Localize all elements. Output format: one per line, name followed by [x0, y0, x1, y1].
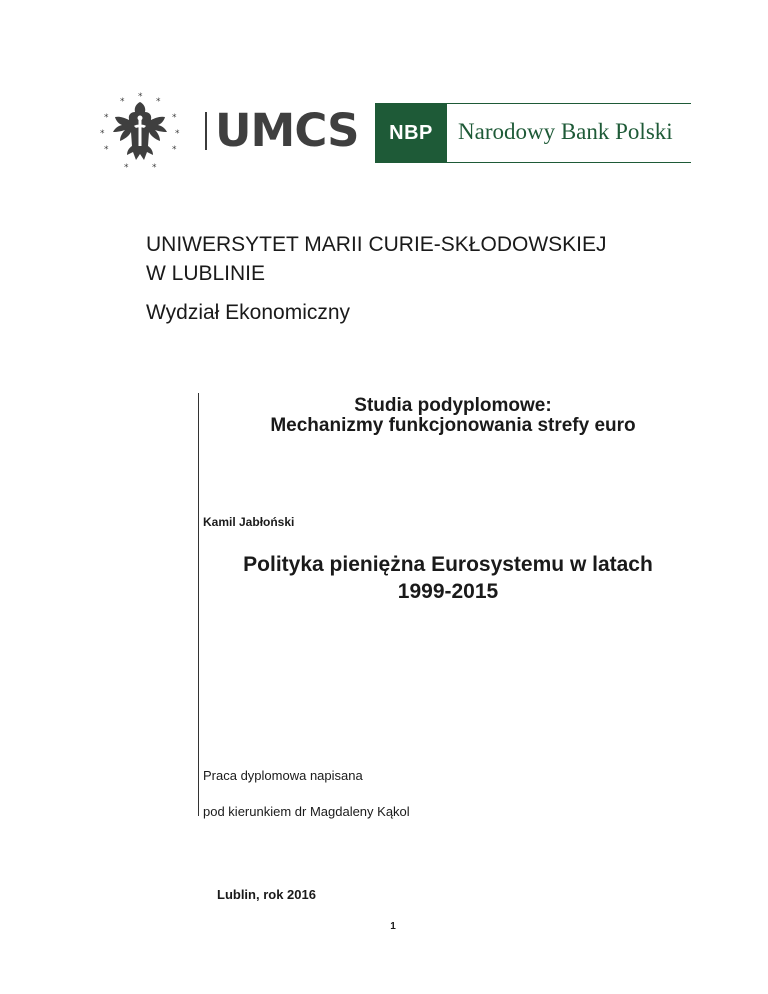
thesis-title-line2: 1999-2015	[397, 580, 499, 603]
umcs-eagle-emblem-icon	[98, 90, 182, 172]
nbp-logo-bottom-rule	[447, 162, 691, 163]
svg-text:*: *	[104, 113, 109, 123]
svg-text:*: *	[152, 163, 157, 172]
svg-text:*: *	[124, 163, 129, 172]
studies-heading	[198, 396, 708, 436]
faculty-name: Wydział Ekonomiczny	[146, 301, 351, 324]
svg-text:*: *	[120, 97, 125, 107]
university-name-line2: W LUBLINIE	[146, 262, 266, 285]
svg-text:*: *	[172, 113, 177, 123]
thesis-type: Praca dyplomowa napisana	[203, 768, 363, 783]
thesis-title-line1: Polityka pieniężna Eurosystemu w latach	[243, 553, 653, 576]
place-and-year: Lublin, rok 2016	[217, 887, 316, 902]
nbp-logo-abbr: NBP	[389, 121, 433, 144]
supervisor: pod kierunkiem dr Magdaleny Kąkol	[203, 804, 410, 819]
thesis-title	[198, 551, 698, 605]
studies-line2: Mechanizmy funkcjonowania strefy euro	[270, 415, 636, 436]
svg-text:*: *	[104, 145, 109, 155]
svg-text:*: *	[172, 145, 177, 155]
nbp-logo-top-rule	[447, 103, 691, 104]
logo-divider	[205, 112, 207, 150]
svg-text:*: *	[138, 92, 143, 102]
page-number: 1	[390, 921, 396, 932]
svg-text:*: *	[175, 129, 180, 139]
studies-line1: Studia podyplomowe:	[354, 395, 552, 416]
svg-text:*: *	[156, 97, 161, 107]
university-name-line1: UNIWERSYTET MARII CURIE-SKŁODOWSKIEJ	[146, 233, 607, 256]
author-name: Kamil Jabłoński	[203, 515, 295, 529]
nbp-logo-box	[375, 103, 447, 163]
svg-text:*: *	[100, 129, 105, 139]
umcs-logo-text: UMCS	[215, 104, 359, 157]
nbp-logo-name: Narodowy Bank Polski	[458, 119, 673, 144]
university-name	[146, 230, 607, 288]
